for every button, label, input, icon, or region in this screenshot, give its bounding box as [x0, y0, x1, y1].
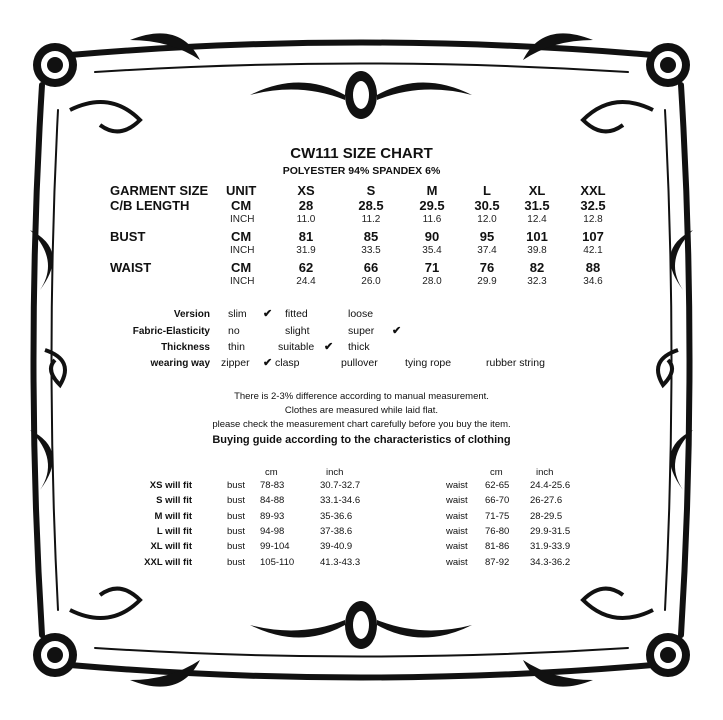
guide-waist-label: waist [446, 556, 468, 568]
guide-waist-label: waist [446, 510, 468, 522]
char-label-version: Version [173, 309, 210, 320]
cm-value-bust: 107 [582, 229, 604, 244]
guide-waist-inch: 29.9-31.5 [530, 525, 571, 537]
guide-bust-cm: 84-88 [260, 495, 285, 507]
guide-waist-cm: 76-80 [485, 525, 510, 537]
inch-value-waist: 24.4 [296, 276, 316, 287]
unit-inch-c-b-length: INCH [230, 214, 255, 225]
cm-value-waist: 88 [585, 260, 601, 275]
measure-label-bust: BUST [110, 229, 146, 244]
inch-value-c-b-length: 11.6 [422, 214, 442, 225]
guide-waist-label: waist [446, 495, 468, 507]
cm-value-c-b-length: 32.5 [580, 198, 606, 213]
char-option-thickness: thin [228, 341, 245, 353]
guide-bust-inch: 39-40.9 [320, 541, 353, 553]
inch-value-c-b-length: 11.0 [296, 214, 316, 225]
note-line-3: please check the measurement chart carefully before you buy the item. [212, 419, 511, 430]
char-option-wearing-way: clasp [275, 357, 300, 369]
cm-value-bust: 101 [526, 229, 548, 244]
unit-cm-c-b-length: CM [231, 198, 252, 213]
guide-bust-label: bust [227, 510, 245, 522]
garment-size-header: GARMENT SIZE [110, 183, 209, 198]
guide-waist-inch: 28-29.5 [530, 510, 563, 522]
inch-value-waist: 29.9 [477, 276, 497, 287]
char-option-wearing-way: pullover [341, 357, 378, 369]
char-option-fabric-elasticity: super [348, 325, 375, 337]
inch-value-waist: 32.3 [527, 276, 547, 287]
guide-fit-label: XXL will fit [144, 556, 192, 568]
guide-fit-label: S will fit [156, 495, 192, 507]
inch-value-waist: 34.6 [583, 276, 603, 287]
measure-label-c-b-length: C/B LENGTH [110, 198, 190, 213]
guide-bust-label: bust [227, 495, 245, 507]
guide-bust-inch: 33.1-34.6 [320, 495, 361, 507]
char-option-fabric-elasticity: slight [285, 325, 310, 337]
guide-bust-label: bust [227, 541, 245, 553]
guide-waist-inch: 26-27.6 [530, 495, 563, 507]
guide-fit-label: XL will fit [150, 541, 192, 553]
size-header-xs: XS [297, 183, 315, 198]
inch-value-bust: 35.4 [422, 245, 442, 256]
guide-waist-label: waist [446, 525, 468, 537]
guide-waist-cm: 87-92 [485, 556, 510, 568]
char-label-thickness: Thickness [161, 342, 210, 353]
guide-fit-label: XS will fit [149, 480, 192, 491]
guide-bust-cm: 99-104 [260, 541, 290, 553]
cm-value-c-b-length: 29.5 [419, 198, 445, 213]
guide-bust-inch-header: inch [326, 467, 344, 478]
char-option-wearing-way: zipper [221, 357, 250, 369]
guide-bust-cm: 94-98 [260, 525, 285, 537]
inch-value-bust: 33.5 [361, 245, 381, 256]
cm-value-waist: 76 [479, 260, 495, 275]
guide-bust-label: bust [227, 480, 245, 491]
guide-bust-inch: 41.3-43.3 [320, 556, 361, 568]
size-header-s: S [366, 183, 376, 198]
char-label-wearing-way: wearing way [150, 358, 210, 369]
cm-value-waist: 71 [424, 260, 440, 275]
guide-waist-cm-header: cm [490, 467, 503, 478]
char-option-thickness: suitable [278, 341, 315, 353]
char-option-version: slim [228, 308, 247, 320]
guide-waist-inch: 24.4-25.6 [530, 480, 571, 491]
note-line-1: There is 2-3% difference according to manual measurement. [234, 391, 489, 402]
guide-waist-cm: 71-75 [485, 510, 510, 522]
guide-title: Buying guide according to the characteristics of clothing [212, 434, 511, 446]
check-icon: ✔ [263, 357, 273, 369]
inch-value-waist: 26.0 [361, 276, 381, 287]
guide-bust-cm: 105-110 [260, 556, 295, 568]
size-header-xxl: XXL [580, 183, 606, 198]
guide-bust-inch: 30.7-32.7 [320, 480, 361, 491]
cm-value-bust: 95 [479, 229, 495, 244]
cm-value-bust: 85 [363, 229, 379, 244]
guide-waist-cm: 62-65 [485, 480, 510, 491]
material-label: POLYESTER 94% SPANDEX 6% [282, 165, 441, 177]
cm-value-c-b-length: 31.5 [524, 198, 550, 213]
cm-value-waist: 66 [363, 260, 379, 275]
unit-header: UNIT [226, 183, 257, 198]
guide-waist-inch: 31.9-33.9 [530, 541, 571, 553]
check-icon: ✔ [392, 325, 402, 337]
unit-inch-bust: INCH [230, 245, 255, 256]
size-header-m: M [426, 183, 438, 198]
size-header-l: L [483, 183, 491, 198]
cm-value-c-b-length: 30.5 [474, 198, 500, 213]
guide-bust-cm: 78-83 [260, 480, 285, 491]
char-label-fabric-elasticity: Fabric-Elasticity [132, 326, 210, 337]
inch-value-bust: 42.1 [583, 245, 603, 256]
cm-value-bust: 90 [424, 229, 440, 244]
inch-value-c-b-length: 11.2 [361, 214, 381, 225]
guide-waist-label: waist [446, 541, 468, 553]
inch-value-c-b-length: 12.0 [477, 214, 497, 225]
unit-inch-waist: INCH [230, 276, 255, 287]
guide-waist-inch: 34.3-36.2 [530, 556, 571, 568]
guide-bust-inch: 35-36.6 [320, 510, 353, 522]
inch-value-bust: 37.4 [477, 245, 497, 256]
inch-value-bust: 39.8 [527, 245, 547, 256]
cm-value-c-b-length: 28 [298, 198, 314, 213]
cm-value-waist: 82 [529, 260, 545, 275]
guide-waist-cm: 66-70 [485, 495, 510, 507]
cm-value-c-b-length: 28.5 [358, 198, 384, 213]
char-option-thickness: thick [348, 341, 370, 353]
char-option-version: fitted [285, 308, 308, 320]
guide-fit-label: M will fit [154, 510, 192, 522]
inch-value-c-b-length: 12.8 [583, 214, 603, 225]
unit-cm-bust: CM [231, 229, 252, 244]
inch-value-c-b-length: 12.4 [527, 214, 547, 225]
size-header-xl: XL [528, 183, 546, 198]
guide-bust-cm-header: cm [265, 467, 278, 478]
cm-value-waist: 62 [298, 260, 314, 275]
guide-bust-cm: 89-93 [260, 510, 285, 522]
cm-value-bust: 81 [298, 229, 314, 244]
note-line-2: Clothes are measured while laid flat. [284, 405, 439, 416]
guide-fit-label: L will fit [156, 525, 192, 537]
char-option-wearing-way: rubber string [486, 357, 545, 369]
guide-waist-label: waist [446, 480, 468, 491]
check-icon: ✔ [324, 341, 334, 353]
inch-value-waist: 28.0 [422, 276, 442, 287]
measure-label-waist: WAIST [110, 260, 152, 275]
guide-bust-label: bust [227, 525, 245, 537]
guide-waist-inch-header: inch [536, 467, 554, 478]
char-option-fabric-elasticity: no [228, 325, 240, 337]
chart-title: CW111 SIZE CHART [290, 145, 433, 162]
unit-cm-waist: CM [231, 260, 252, 275]
guide-bust-label: bust [227, 556, 245, 568]
guide-bust-inch: 37-38.6 [320, 525, 353, 537]
char-option-version: loose [348, 308, 374, 320]
inch-value-bust: 31.9 [296, 245, 316, 256]
check-icon: ✔ [263, 308, 273, 320]
char-option-wearing-way: tying rope [405, 357, 452, 369]
guide-waist-cm: 81-86 [485, 541, 510, 553]
